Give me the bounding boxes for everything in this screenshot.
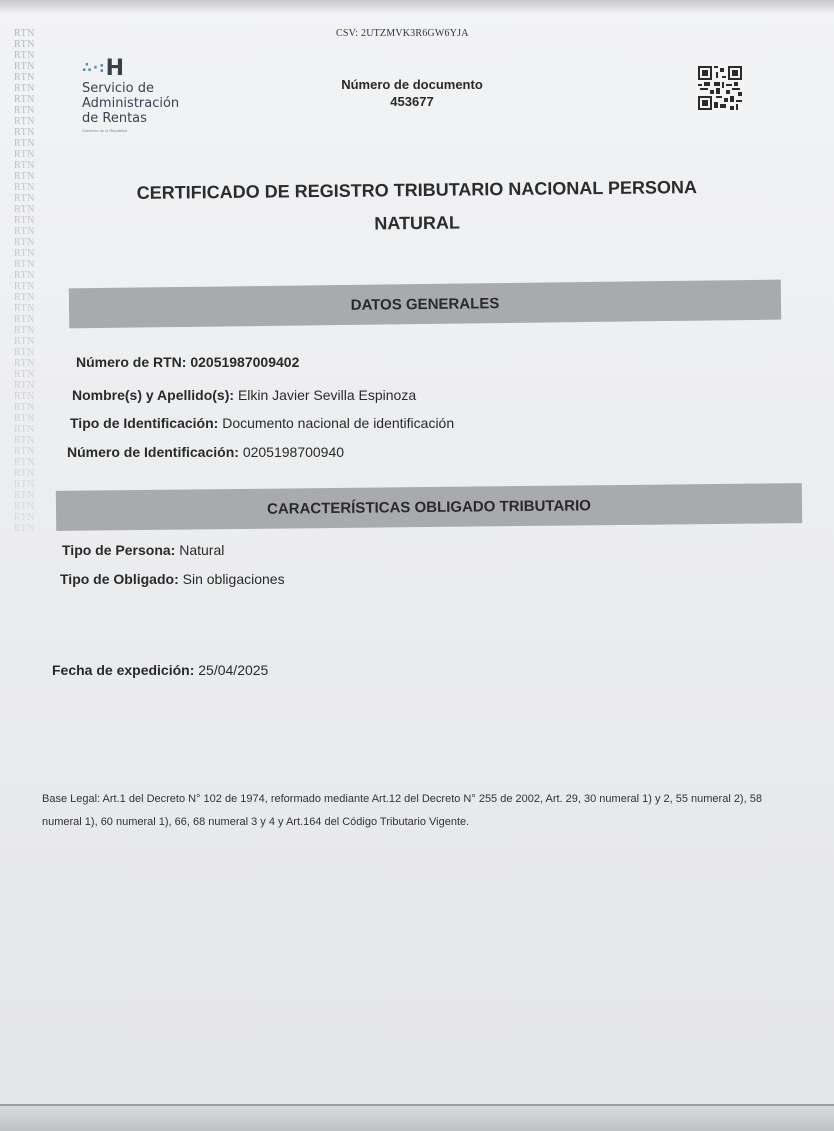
rtn-watermark-item: RTN [14, 281, 35, 292]
person-type-value: Natural [179, 542, 225, 558]
rtn-watermark-item: RTN [14, 39, 35, 50]
rtn-number-row [76, 354, 299, 370]
rtn-watermark-column [14, 28, 44, 534]
rtn-watermark-item: RTN [14, 292, 35, 303]
issue-date-label: Fecha de expedición: [52, 662, 195, 678]
obligated-type-label: Tipo de Obligado: [60, 571, 179, 587]
id-number-label: Número de Identificación: [67, 444, 239, 460]
rtn-watermark-item: RTN [14, 391, 35, 402]
rtn-watermark-item: RTN [14, 468, 35, 479]
rtn-watermark-item: RTN [14, 182, 35, 193]
rtn-watermark-item: RTN [14, 501, 35, 512]
rtn-watermark-item: RTN [14, 193, 35, 204]
rtn-watermark-item: RTN [14, 490, 35, 501]
rtn-watermark-item: RTN [14, 358, 35, 369]
id-number-row [67, 444, 344, 460]
rtn-number-value: 02051987009402 [190, 354, 300, 370]
rtn-watermark-item: RTN [14, 457, 35, 468]
id-type-value: Documento nacional de identificación [222, 415, 455, 431]
rtn-watermark-item: RTN [14, 435, 35, 446]
rtn-watermark-item: RTN [14, 446, 35, 457]
rtn-watermark-item: RTN [14, 380, 35, 391]
rtn-number-label: Número de RTN: [76, 354, 187, 370]
rtn-watermark-item: RTN [14, 226, 35, 237]
document-number-value: 453677 [390, 94, 434, 109]
rtn-watermark-item: RTN [14, 259, 35, 270]
rtn-watermark-item: RTN [14, 402, 35, 413]
rtn-watermark-item: RTN [14, 215, 35, 226]
qr-code-icon [696, 64, 744, 112]
rtn-watermark-item: RTN [14, 127, 35, 138]
csv-code: CSV: 2UTZMVK3R6GW6YJA [336, 28, 469, 39]
logo-line-1: Servicio de [82, 81, 154, 96]
rtn-watermark-item: RTN [14, 72, 35, 83]
document-number-label: Número de documento [341, 77, 483, 92]
rtn-watermark-item: RTN [14, 160, 35, 171]
rtn-watermark-item: RTN [14, 171, 35, 182]
logo-line-2: Administración [82, 96, 180, 111]
full-name-label: Nombre(s) y Apellido(s): [72, 387, 235, 403]
rtn-watermark-item: RTN [14, 105, 35, 116]
legal-basis-text: Base Legal: Art.1 del Decreto N° 102 de 1974, reformado mediante Art.12 del Decreto N° 255 de 2002, Art. 29, 30 numeral 1) y 2, 55 numeral 2), 58 numeral 1), 60 numeral 1), 66, 68 numeral 3 y 4 y Art.164 del Código Tributario Vigente. [42, 793, 762, 828]
certificate-title: CERTIFICADO DE REGISTRO TRIBUTARIO NACIONAL PERSONA NATURAL [136, 177, 698, 234]
rtn-watermark-item: RTN [14, 314, 35, 325]
rtn-watermark-item: RTN [14, 83, 35, 94]
section-header-general: DATOS GENERALES [69, 280, 781, 329]
rtn-watermark-item: RTN [14, 237, 35, 248]
rtn-watermark-item: RTN [14, 204, 35, 215]
logo-mark-icon: ∴·:H [82, 56, 126, 81]
rtn-watermark-item: RTN [14, 336, 35, 347]
rtn-watermark-item: RTN [14, 325, 35, 336]
issue-date-row [52, 662, 268, 678]
document-number-block [312, 76, 512, 110]
rtn-watermark-item: RTN [14, 303, 35, 314]
rtn-watermark-item: RTN [14, 413, 35, 424]
paper-bottom-edge [0, 1104, 834, 1131]
id-number-value: 0205198700940 [242, 444, 345, 460]
rtn-watermark-item: RTN [14, 138, 35, 149]
logo-subtitle: Gobierno de la República [82, 128, 128, 133]
rtn-watermark-item: RTN [14, 347, 35, 358]
logo-line-3: de Rentas [82, 111, 147, 126]
rtn-watermark-item: RTN [14, 270, 35, 281]
rtn-watermark-item: RTN [14, 512, 35, 523]
rtn-watermark-item: RTN [14, 149, 35, 160]
sar-logo [82, 56, 242, 133]
section-header-taxpayer: CARACTERÍSTICAS OBLIGADO TRIBUTARIO [56, 483, 802, 531]
rtn-watermark-item: RTN [14, 28, 35, 39]
rtn-watermark-item: RTN [14, 61, 35, 72]
rtn-watermark-item: RTN [14, 479, 35, 490]
person-type-row [62, 542, 224, 558]
id-type-row [70, 415, 454, 431]
id-type-label: Tipo de Identificación: [70, 415, 219, 431]
issue-date-value: 25/04/2025 [198, 662, 269, 678]
rtn-watermark-item: RTN [14, 248, 35, 259]
rtn-watermark-item: RTN [14, 523, 35, 534]
person-type-label: Tipo de Persona: [62, 542, 176, 558]
rtn-watermark-item: RTN [14, 94, 35, 105]
full-name-row [72, 387, 416, 403]
paper-top-shadow [0, 0, 834, 14]
rtn-watermark-item: RTN [14, 116, 35, 127]
rtn-watermark-item: RTN [14, 369, 35, 380]
full-name-value: Elkin Javier Sevilla Espinoza [237, 387, 417, 403]
obligated-type-row [60, 571, 285, 587]
rtn-watermark-item: RTN [14, 50, 35, 61]
rtn-watermark-item: RTN [14, 424, 35, 435]
obligated-type-value: Sin obligaciones [182, 571, 285, 587]
